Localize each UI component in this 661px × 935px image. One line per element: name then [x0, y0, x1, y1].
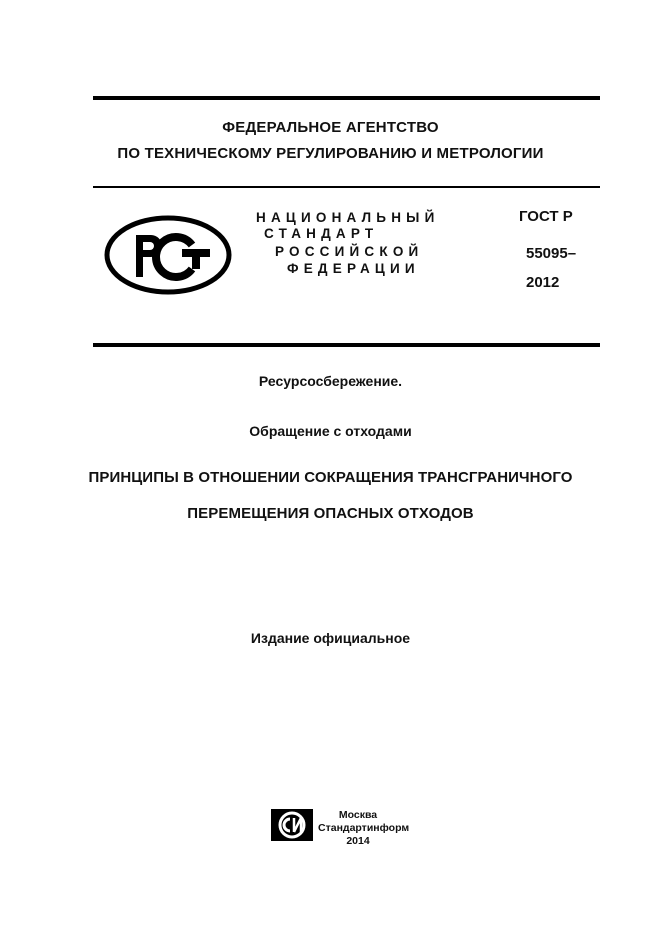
gost-year: 2012 — [526, 274, 560, 291]
national-line-2: СТАНДАРТ — [264, 226, 379, 241]
national-line-3: РОССИЙСКОЙ — [275, 244, 424, 259]
national-line-4: ФЕДЕРАЦИИ — [287, 261, 420, 276]
gost-label: ГОСТ Р — [519, 208, 573, 225]
subtitle-1: Ресурсосбережение. — [258, 373, 403, 389]
agency-line-1: ФЕДЕРАЛЬНОЕ АГЕНТСТВО — [222, 119, 439, 136]
publisher-year: 2014 — [346, 835, 370, 847]
subtitle-2: Обращение с отходами — [249, 423, 412, 439]
main-title-line-2: ПЕРЕМЕЩЕНИЯ ОПАСНЫХ ОТХОДОВ — [187, 505, 474, 522]
header-rule — [93, 186, 600, 188]
gost-number: 55095– — [526, 245, 577, 262]
rst-logo-icon — [104, 215, 232, 295]
agency-line-2: ПО ТЕХНИЧЕСКОМУ РЕГУЛИРОВАНИЮ И МЕТРОЛОГИИ — [117, 145, 544, 162]
publisher-name: Стандартинформ — [318, 822, 410, 834]
standartinform-logo-icon — [270, 808, 314, 842]
standard-rule — [93, 343, 600, 347]
main-title-line-1: ПРИНЦИПЫ В ОТНОШЕНИИ СОКРАЩЕНИЯ ТРАНСГРАНИЧНОГО — [88, 469, 573, 486]
top-rule — [93, 96, 600, 100]
edition-label: Издание официальное — [250, 630, 411, 646]
publisher-block — [318, 809, 410, 848]
publisher-city: Москва — [338, 809, 378, 821]
national-line-1: НАЦИОНАЛЬНЫЙ — [256, 210, 440, 225]
